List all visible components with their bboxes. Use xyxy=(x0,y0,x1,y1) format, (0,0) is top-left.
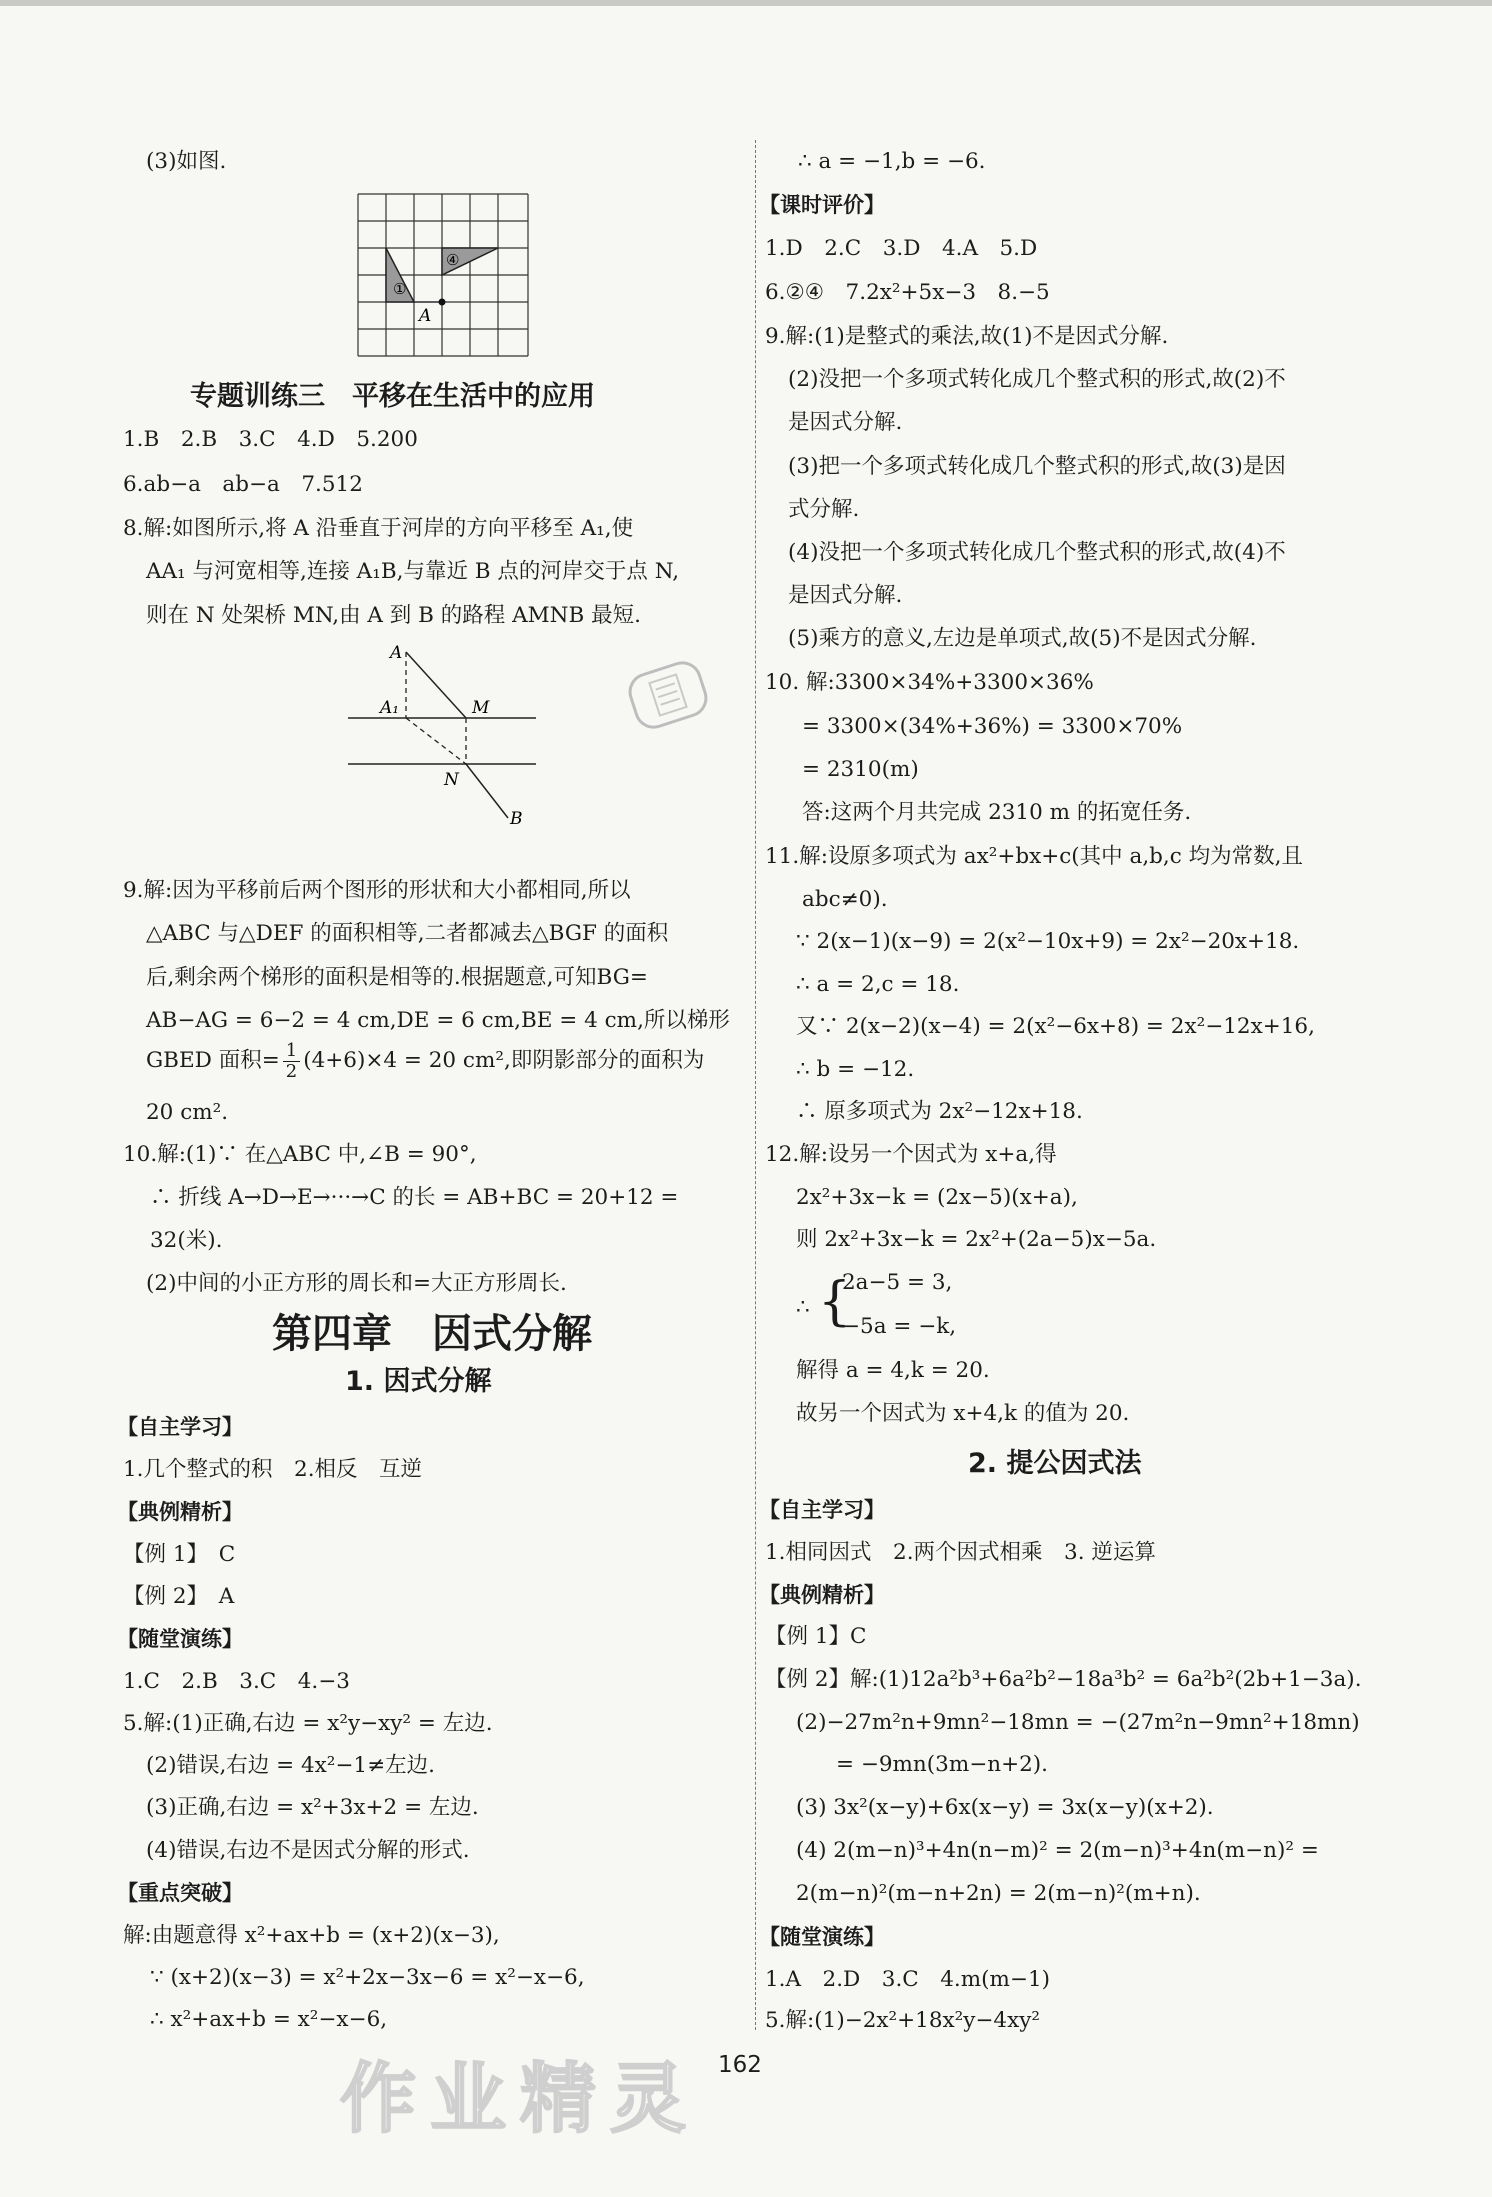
label-A: A xyxy=(390,643,403,663)
page-number: 162 xyxy=(718,2052,762,2078)
line: 【例 1】 C xyxy=(123,1542,236,1567)
stamp-icon xyxy=(620,650,716,740)
river-diagram xyxy=(340,640,540,830)
line: ∵ (x+2)(x−3) = x²+2x−3x−6 = x²−x−6, xyxy=(150,1965,585,1990)
label-A: A xyxy=(419,306,432,326)
fraction-numerator: 1 xyxy=(283,1041,300,1062)
line: 是因式分解. xyxy=(788,410,903,435)
line: AB−AG = 6−2 = 4 cm,DE = 6 cm,BE = 4 cm,所以梯形 xyxy=(146,1008,730,1033)
line: = 3300×(34%+36%) = 3300×70% xyxy=(802,714,1183,739)
therefore-symbol: ∴ xyxy=(796,1295,810,1320)
line: (3)如图. xyxy=(146,149,227,174)
watermark: 作业精灵 xyxy=(340,2054,700,2143)
line: 【例 2】 A xyxy=(123,1584,235,1609)
line: 又∵ 2(x−2)(x−4) = 2(x²−6x+8) = 2x²−12x+16, xyxy=(796,1014,1315,1039)
line: 9.解:(1)是整式的乘法,故(1)不是因式分解. xyxy=(765,324,1169,349)
line: 1.相同因式 2.两个因式相乘 3. 逆运算 xyxy=(765,1540,1156,1565)
subheading: 【课时评价】 xyxy=(759,193,885,217)
line: (2)−27m²n+9mn²−18mn = −(27m²n−9mn²+18mn) xyxy=(796,1710,1360,1735)
label-M: M xyxy=(472,698,490,718)
label-N: N xyxy=(444,770,459,790)
line: (3) 3x²(x−y)+6x(x−y) = 3x(x−y)(x+2). xyxy=(796,1795,1214,1820)
brace: { xyxy=(818,1272,852,1332)
chapter-title: 第四章 因式分解 xyxy=(272,1311,592,1357)
subheading: 【随堂演练】 xyxy=(117,1627,243,1651)
line: (5)乘方的意义,左边是单项式,故(5)不是因式分解. xyxy=(788,626,1257,651)
subheading: 【典例精析】 xyxy=(759,1583,885,1607)
subheading: 【随堂演练】 xyxy=(759,1925,885,1949)
line: 1.A 2.D 3.C 4.m(m−1) xyxy=(765,1967,1051,1992)
line: = 2310(m) xyxy=(802,757,919,782)
line: 1.几个整式的积 2.相反 互逆 xyxy=(123,1457,423,1482)
subheading: 【自主学习】 xyxy=(759,1498,885,1522)
line: 【例 2】解:(1)12a²b³+6a²b²−18a³b² = 6a²b²(2b+1−3a). xyxy=(765,1667,1362,1692)
line: (3)把一个多项式转化成几个整式积的形式,故(3)是因 xyxy=(788,454,1286,479)
line: 2(m−n)²(m−n+2n) = 2(m−n)²(m+n). xyxy=(796,1881,1201,1906)
line: 则 2x²+3x−k = 2x²+(2a−5)x−5a. xyxy=(796,1227,1157,1252)
line: 后,剩余两个梯形的面积是相等的.根据题意,可知BG= xyxy=(146,965,648,990)
section-title: 1. 因式分解 xyxy=(345,1366,492,1397)
line: 是因式分解. xyxy=(788,583,903,608)
subheading: 【重点突破】 xyxy=(117,1881,243,1905)
top-edge xyxy=(0,0,1492,6)
line: 5.解:(1)正确,右边 = x²y−xy² = 左边. xyxy=(123,1711,493,1736)
point-dot xyxy=(439,299,446,306)
label-B: B xyxy=(510,809,523,829)
grid-diagram xyxy=(356,192,532,358)
fraction xyxy=(283,1041,300,1082)
label-circled-1: ① xyxy=(393,280,407,298)
line: 10. 解:3300×34%+3300×36% xyxy=(765,670,1094,695)
line: ∴ 原多项式为 2x²−12x+18. xyxy=(796,1099,1083,1124)
equation-line: −5a = −k, xyxy=(842,1314,957,1339)
line: (4) 2(m−n)³+4n(n−m)² = 2(m−n)³+4n(m−n)² = xyxy=(796,1838,1319,1863)
subheading: 【自主学习】 xyxy=(117,1415,243,1439)
line: 故另一个因式为 x+4,k 的值为 20. xyxy=(796,1401,1130,1426)
line: 【例 1】C xyxy=(765,1624,867,1649)
line: ∵ 2(x−1)(x−9) = 2(x²−10x+9) = 2x²−20x+18. xyxy=(796,929,1300,954)
line: 10.解:(1)∵ 在△ABC 中,∠B = 90°, xyxy=(123,1142,477,1167)
line: ∴ 折线 A→D→E→···→C 的长 = AB+BC = 20+12 = xyxy=(150,1185,679,1210)
line: ∴ a = −1,b = −6. xyxy=(798,149,986,174)
line: (2)没把一个多项式转化成几个整式积的形式,故(2)不 xyxy=(788,367,1286,392)
line: 32(米). xyxy=(150,1228,223,1253)
line: ∴ b = −12. xyxy=(796,1057,915,1082)
line: 2x²+3x−k = (2x−5)(x+a), xyxy=(796,1185,1078,1210)
section-title: 2. 提公因式法 xyxy=(968,1448,1142,1479)
line: 1.B 2.B 3.C 4.D 5.200 xyxy=(123,427,418,452)
line: ∴ x²+ax+b = x²−x−6, xyxy=(150,2007,388,2032)
text: GBED 面积= xyxy=(146,1048,280,1073)
fraction-denominator: 2 xyxy=(285,1060,298,1082)
line: 1.C 2.B 3.C 4.−3 xyxy=(123,1669,350,1694)
line: abc≠0). xyxy=(802,887,888,912)
line: 式分解. xyxy=(788,497,860,522)
line: 11.解:设原多项式为 ax²+bx+c(其中 a,b,c 均为常数,且 xyxy=(765,844,1303,869)
line: (4)没把一个多项式转化成几个整式积的形式,故(4)不 xyxy=(788,540,1286,565)
line: = −9mn(3m−n+2). xyxy=(836,1752,1049,1777)
subheading: 【典例精析】 xyxy=(117,1500,243,1524)
line: 则在 N 处架桥 MN,由 A 到 B 的路程 AMNB 最短. xyxy=(146,603,641,628)
line: 20 cm². xyxy=(146,1100,229,1125)
line: 8.解:如图所示,将 A 沿垂直于河岸的方向平移至 A₁,使 xyxy=(123,516,634,541)
line: 9.解:因为平移前后两个图形的形状和大小都相同,所以 xyxy=(123,878,631,903)
line: ∴ a = 2,c = 18. xyxy=(796,972,960,997)
column-divider xyxy=(755,140,756,2030)
line-with-fraction xyxy=(146,1029,704,1093)
line: (2)错误,右边 = 4x²−1≠左边. xyxy=(146,1753,435,1778)
line: (4)错误,右边不是因式分解的形式. xyxy=(146,1838,470,1863)
line: 解:由题意得 x²+ax+b = (x+2)(x−3), xyxy=(123,1923,500,1948)
line: 答:这两个月共完成 2310 m 的拓宽任务. xyxy=(802,800,1192,825)
line: △ABC 与△DEF 的面积相等,二者都减去△BGF 的面积 xyxy=(146,921,669,946)
line: 6.②④ 7.2x²+5x−3 8.−5 xyxy=(765,280,1050,305)
line: 6.ab−a ab−a 7.512 xyxy=(123,472,363,497)
section-title: 专题训练三 平移在生活中的应用 xyxy=(190,381,595,412)
line: 5.解:(1)−2x²+18x²y−4xy² xyxy=(765,2008,1040,2033)
equation-line: 2a−5 = 3, xyxy=(842,1270,953,1295)
text: (4+6)×4 = 20 cm²,即阴影部分的面积为 xyxy=(303,1048,705,1073)
line: 1.D 2.C 3.D 4.A 5.D xyxy=(765,236,1038,261)
line: 解得 a = 4,k = 20. xyxy=(796,1358,990,1383)
label-circled-4: ④ xyxy=(446,251,460,269)
line: 12.解:设另一个因式为 x+a,得 xyxy=(765,1142,1057,1167)
label-A1: A₁ xyxy=(380,698,400,718)
line: (2)中间的小正方形的周长和=大正方形周长. xyxy=(146,1271,567,1296)
line: AA₁ 与河宽相等,连接 A₁B,与靠近 B 点的河岸交于点 N, xyxy=(146,559,680,584)
line: (3)正确,右边 = x²+3x+2 = 左边. xyxy=(146,1795,479,1820)
